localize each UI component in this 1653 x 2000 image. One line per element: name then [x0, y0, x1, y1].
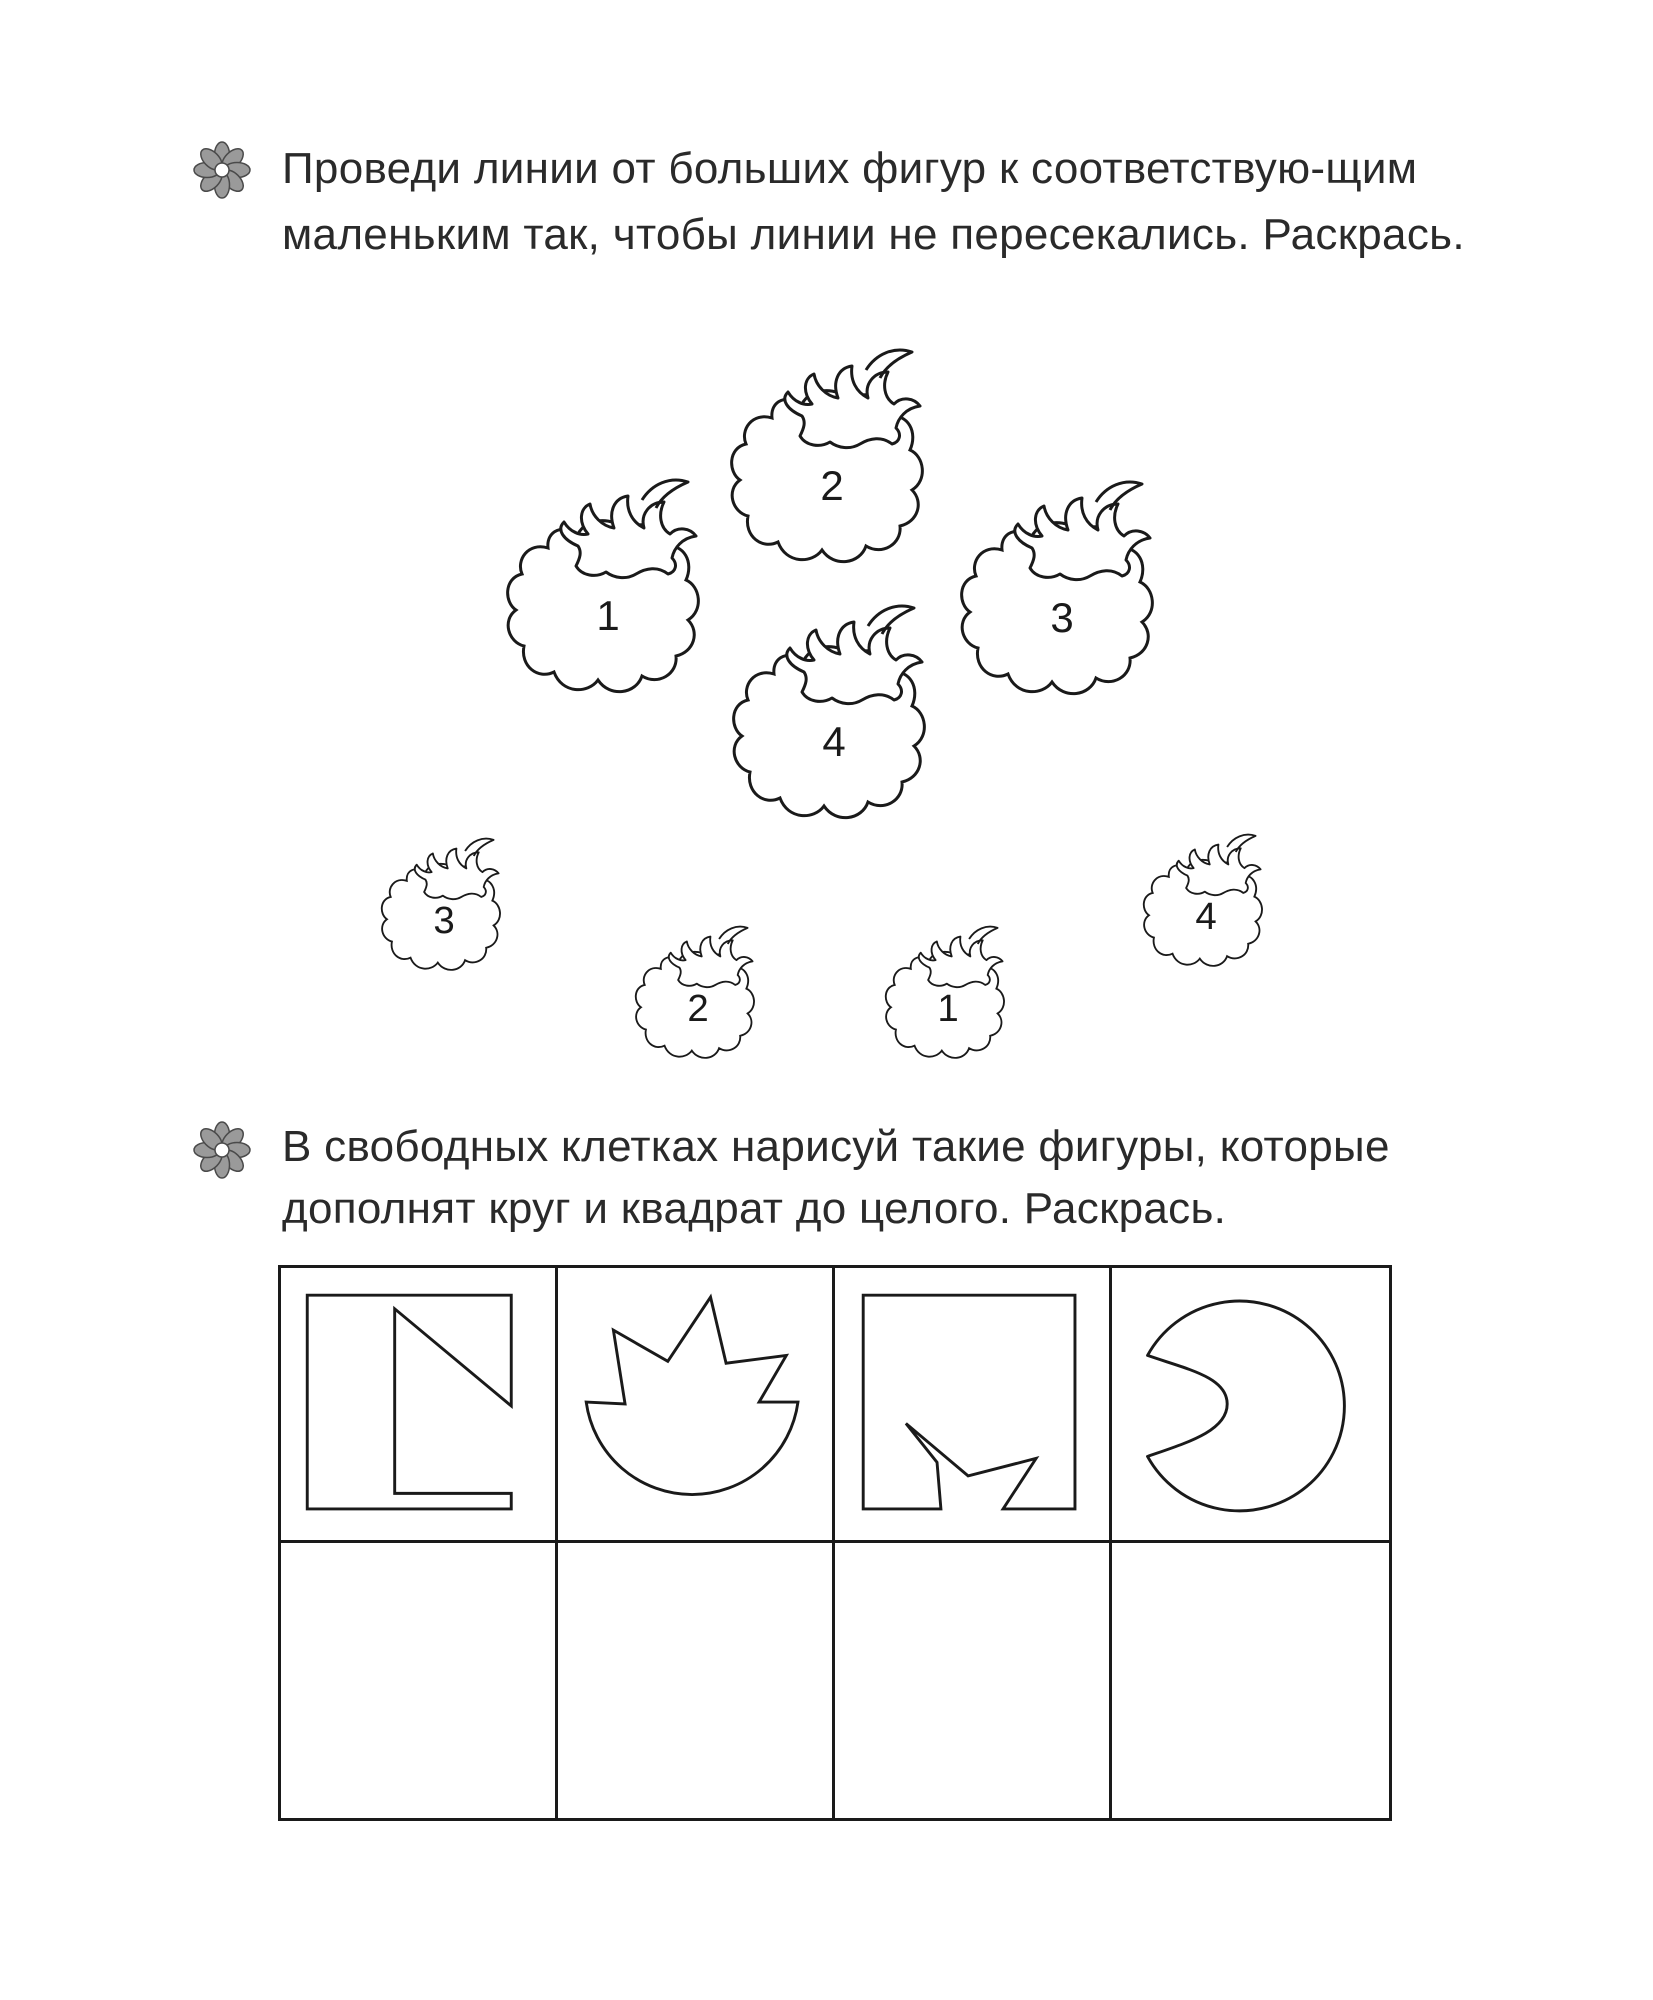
large-raspberry-2 — [732, 350, 923, 562]
small-raspberry-1 — [886, 927, 1004, 1058]
grid-cell-square-cutout — [281, 1268, 558, 1543]
square-with-cutout-icon — [281, 1268, 555, 1540]
large-raspberry-label: 3 — [1050, 594, 1074, 641]
flower-bullet-icon — [190, 1118, 254, 1182]
grid-cell-empty-1[interactable] — [281, 1543, 558, 1818]
grid-cell-square-zigzag-cutout — [835, 1268, 1112, 1543]
large-raspberry-label: 2 — [820, 462, 844, 509]
small-raspberry-label: 3 — [433, 898, 455, 942]
large-raspberry-label: 1 — [596, 592, 620, 639]
task-2-instructions: В свободных клетках нарисуй такие фигуры, которые дополнят круг и квадрат до целого. Раскрась. — [282, 1122, 1390, 1233]
large-raspberry-3 — [962, 482, 1153, 694]
grid-cell-circle-star-cutout — [558, 1268, 835, 1543]
task-2 — [190, 1116, 1470, 1240]
large-raspberry-label: 4 — [822, 718, 846, 765]
square-with-zigzag-cutout-icon — [835, 1268, 1109, 1540]
grid-cell-circle-notch — [1112, 1268, 1389, 1543]
large-raspberry-1 — [508, 480, 699, 692]
small-raspberry-2 — [636, 927, 754, 1058]
grid-cell-empty-2[interactable] — [558, 1543, 835, 1818]
small-raspberry-4 — [1144, 835, 1262, 966]
task-1-instructions: Проведи линии от больших фигур к соответствую-щим маленьким так, чтобы линии не пересекались. Раскрась. — [282, 144, 1465, 259]
circle-with-notch-icon — [1112, 1268, 1389, 1540]
shapes-grid — [278, 1265, 1392, 1821]
grid-cell-empty-4[interactable] — [1112, 1543, 1389, 1818]
small-raspberry-3 — [382, 839, 500, 970]
small-raspberry-label: 1 — [937, 986, 959, 1030]
small-raspberry-label: 4 — [1195, 894, 1217, 938]
circle-with-star-cutout-icon — [558, 1268, 832, 1540]
small-raspberry-label: 2 — [687, 986, 709, 1030]
grid-cell-empty-3[interactable] — [835, 1543, 1112, 1818]
large-raspberry-4 — [734, 606, 925, 818]
